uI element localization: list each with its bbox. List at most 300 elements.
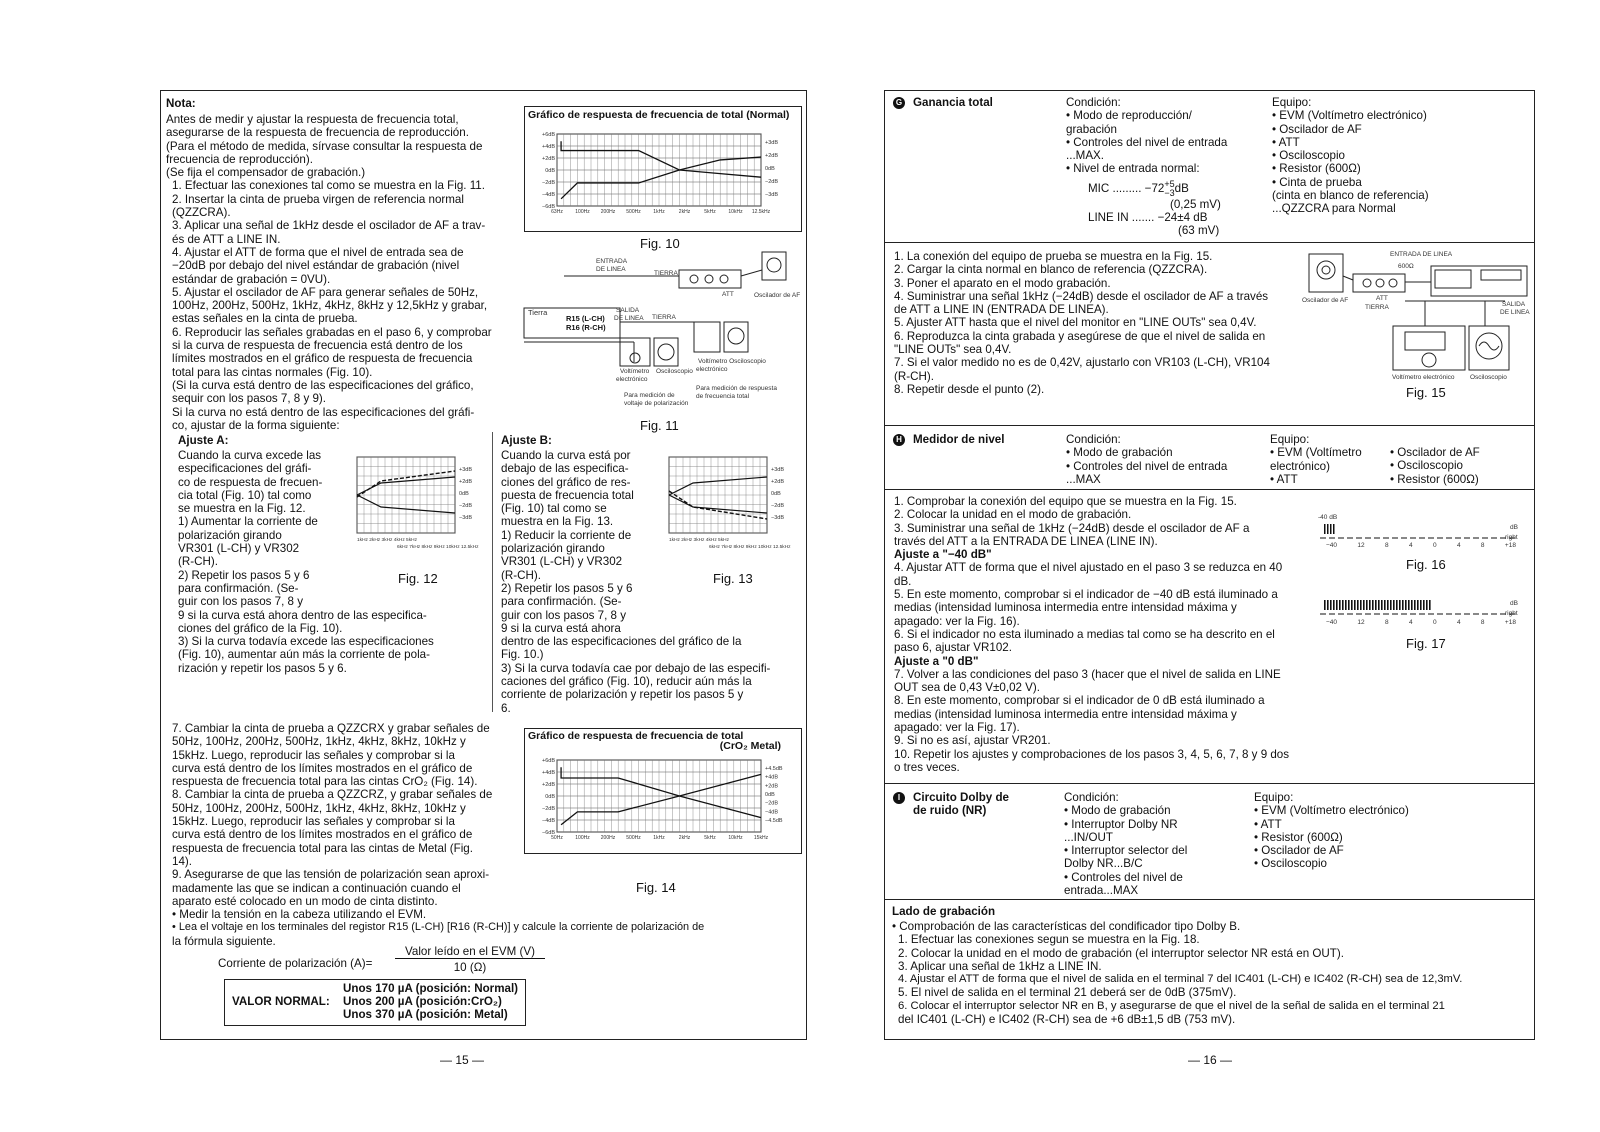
column-divider xyxy=(492,432,493,712)
fig15-att-knob xyxy=(1389,279,1397,287)
right-tick-label: −4.5dB xyxy=(765,818,783,824)
text-line: 7. Cambiar la cinta de prueba a QZZCRX y grabar señales de xyxy=(172,722,490,735)
tick-label: −40 xyxy=(1326,542,1338,549)
text-line: medias (intensidad luminosa intermedia entre intensidad máxima y xyxy=(894,601,1237,615)
fig12-chart xyxy=(355,455,505,565)
x-tick-label: 1kHz 2kHz 3kHz 4kHz 5kHz xyxy=(357,538,417,543)
text-line: grabación xyxy=(1066,122,1117,136)
fig11-elec2: electrónico xyxy=(696,366,728,373)
fig17-bars xyxy=(1324,600,1431,610)
y-tick-label: −6dB xyxy=(542,830,555,836)
fig13-caption: Fig. 13 xyxy=(713,571,753,586)
text-line: Cuando la curva está por xyxy=(501,449,631,462)
ajuste-a-title: Ajuste A: xyxy=(178,434,229,447)
text-line: especificaciones del gráfi- xyxy=(178,462,312,476)
divider xyxy=(884,425,1535,426)
right-tick-label: −3dB xyxy=(459,515,472,521)
fig10-caption: Fig. 10 xyxy=(640,236,680,251)
text-line: co de respuesta de frecuen- xyxy=(178,475,323,489)
text-line: medias (intensidad luminosa intermedia entre intensidad máxima y xyxy=(894,707,1237,721)
fig11-att: ATT xyxy=(722,291,734,298)
text-line: • ATT xyxy=(1270,472,1298,486)
x-tick-label: 200Hz xyxy=(600,209,616,215)
fig11-wire xyxy=(741,270,762,276)
fig14-caption: Fig. 14 xyxy=(636,880,676,895)
right-tick-label: −4dB xyxy=(765,809,778,816)
text-line: 7. Si el valor medido no es de 0,42V, ajustarlo con VR103 (L-CH), VR104 xyxy=(894,356,1270,370)
fig15-volt: Voltímetro electrónico xyxy=(1392,374,1455,381)
meter-bar xyxy=(1351,600,1353,610)
text-line: de ATT a LINE IN (ENTRADA DE LINEA). xyxy=(894,303,1109,317)
text-line: muestra en la Fig. 13. xyxy=(501,515,614,529)
text-line: • EVM (Voltímetro xyxy=(1270,446,1362,460)
fig11-voltmeter-1-dial xyxy=(630,353,640,363)
x-tick-label: 50Hz xyxy=(551,835,563,841)
text-line: estándar de grabación = 0VU). xyxy=(172,272,331,286)
text-line: 1. Efectuar las conexiones tal como se muestra en la Fig. 11. xyxy=(172,179,485,193)
text-line: puesta de frecuencia total xyxy=(501,488,634,502)
mic-sub: −3 xyxy=(1164,188,1175,198)
text-line: OUT sea de 0,43 V±0,02 V). xyxy=(894,681,1040,695)
text-line: 50Hz, 100Hz, 200Hz, 500Hz, 1kHz, 4kHz, 8kHz, 10kHz y xyxy=(172,801,466,815)
text-line: asegurarse de la respuesta de frecuencia de reproducción. xyxy=(166,126,469,140)
y-tick-label: +2dB xyxy=(542,156,555,162)
text-line: és de ATT a LINE IN. xyxy=(172,232,281,246)
fig16-bars xyxy=(1324,524,1335,534)
fig16-m40: -40 dB xyxy=(1318,514,1338,521)
valor-line-metal: Unos 370 µA (posición: Metal) xyxy=(343,1008,508,1021)
section-h-equipment-2 xyxy=(1390,446,1480,486)
x-tick-label: 5kHz xyxy=(704,835,716,841)
text-line: 1. Comprobar la conexión del equipo que se muestra en la Fig. 15. xyxy=(894,495,1237,508)
tick-label: 8 xyxy=(1384,619,1389,626)
right-tick-label: −3dB xyxy=(771,515,784,521)
text-line: madamente las que se indican a continuación cuando el xyxy=(172,881,461,895)
text-line: • Oscilador de AF xyxy=(1390,446,1480,459)
fig15-voltmeter-knob xyxy=(1422,353,1436,367)
fig15-salida: SALIDA xyxy=(1502,301,1526,308)
text-line: 3. Aplicar una señal de 1kHz a LINE IN. xyxy=(898,959,1102,973)
meter-bar xyxy=(1378,600,1380,610)
meter-bar xyxy=(1423,600,1425,610)
x-tick-label: 6kHz 7kHz 8kHz 9kHz 10kHz 12.5kHz xyxy=(397,545,479,550)
meter-bar xyxy=(1402,600,1404,610)
fig12-grid xyxy=(357,457,479,550)
text-line: 9 si la curva está ahora dentro de las especifica- xyxy=(178,608,427,622)
x-tick-label: 10kHz xyxy=(728,835,743,841)
meter-bar xyxy=(1336,600,1338,610)
text-line: 100Hz, 200Hz, 500Hz, 1kHz, 4kHz, 8kHz y 12,5kHz y grabar, xyxy=(172,299,488,313)
text-line: Antes de medir y ajustar la respuesta de frecuencia total, xyxy=(166,113,459,126)
badge-g-icon: G xyxy=(893,97,905,109)
fig15-osc: Oscilador de AF xyxy=(1302,297,1349,304)
fig12-caption: Fig. 12 xyxy=(398,571,438,586)
tick-label: −40 xyxy=(1326,619,1338,626)
section-g-label: Ganancia total xyxy=(913,96,993,109)
text-line: • Controles del nivel de entrada xyxy=(1066,135,1228,149)
fig11-salida: SALIDA xyxy=(616,307,640,314)
text-line: • Resistor (600Ω) xyxy=(1254,830,1343,844)
fig15-tierra: TIERRA xyxy=(1365,304,1389,311)
x-tick-label: 200Hz xyxy=(600,835,616,841)
text-line: • Modo de grabación xyxy=(1066,446,1173,460)
y-tick-label: −4dB xyxy=(542,818,555,824)
fig11-att-box xyxy=(679,270,741,288)
meter-bar xyxy=(1387,600,1389,610)
right-tick-label: +2dB xyxy=(459,479,472,485)
fig11-r16: R16 (R-CH) xyxy=(566,323,606,332)
fig11-entrada: ENTRADA xyxy=(596,258,628,265)
text-line: 9. Si no es así, ajustar VR201. xyxy=(894,734,1051,748)
right-tick-label: −2dB xyxy=(459,503,472,509)
fig11-volt: Voltímetro xyxy=(620,368,650,375)
text-line: curva está dentro de los límites mostrados en el gráfico de xyxy=(172,761,473,775)
fig15-voltmeter xyxy=(1393,326,1465,370)
text-line: 5. Ajustar el oscilador de AF para generar señales de 50Hz, xyxy=(172,285,479,299)
text-line: ciones del gráfico de res- xyxy=(501,475,631,489)
fig15-caption: Fig. 15 xyxy=(1406,385,1446,400)
meter-bar xyxy=(1366,600,1368,610)
lado-title: Lado de grabación xyxy=(892,905,996,918)
text-line: • Modo de grabación xyxy=(1064,804,1171,818)
text-line: Condición: xyxy=(1066,433,1121,446)
formula-lhs: Corriente de polarización (A)= xyxy=(218,957,373,970)
text-line: ...MAX xyxy=(1066,472,1101,486)
text-line: 6. xyxy=(501,701,511,715)
fig11-att-knob xyxy=(705,275,713,283)
fig15-wire xyxy=(1343,276,1353,280)
fig15-oscillator-dial xyxy=(1317,261,1335,279)
meter-bar xyxy=(1375,600,1377,610)
text-line: 4. Suministrar una señal 1kHz (−24dB) desde el oscilador de AF a través xyxy=(894,289,1269,303)
divider xyxy=(884,783,1535,784)
right-tick-label: +2dB xyxy=(765,783,778,790)
text-line: 4. Ajustar el ATT de forma que el nivel de entrada sea de xyxy=(172,245,464,259)
fig11-de-linea: DE LINEA xyxy=(596,266,626,273)
text-line: 1. La conexión del equipo de prueba se muestra en la Fig. 15. xyxy=(894,250,1213,263)
text-line: polarización girando xyxy=(501,542,605,556)
text-line: 5. Ajuster ATT hasta que el nivel del monitor en "LINE OUTs" sea 0,4V. xyxy=(894,316,1257,330)
text-line: • Interruptor selector del xyxy=(1064,844,1188,858)
text-line: • Controles del nivel de xyxy=(1064,870,1183,884)
meter-bar xyxy=(1384,600,1386,610)
text-line: • EVM (Voltímetro electrónico) xyxy=(1272,109,1427,123)
text-line: cia total (Fig. 10) tal como xyxy=(178,488,312,502)
meter-bar xyxy=(1348,600,1350,610)
x-tick-label: 100Hz xyxy=(575,835,590,841)
mic-level xyxy=(1088,180,1189,198)
fig16-ticks xyxy=(1326,542,1516,549)
text-line: 3. Poner el aparato en el modo grabación. xyxy=(894,276,1111,290)
meter-bar xyxy=(1330,600,1332,610)
x-tick-label: 2kHz xyxy=(678,209,691,215)
fig17-right: right xyxy=(1505,610,1518,617)
meter-bar xyxy=(1339,600,1341,610)
fig10-chart xyxy=(525,122,801,232)
y-tick-label: −4dB xyxy=(542,192,555,198)
x-tick-label: 5kHz xyxy=(704,209,716,215)
right-tick-label: +3dB xyxy=(765,140,778,146)
fig15-att: ATT xyxy=(1376,295,1388,302)
right-tick-label: +2dB xyxy=(765,153,778,159)
x-tick-label: 1kHz xyxy=(653,209,665,215)
text-line: Dolby NR...B/C xyxy=(1064,857,1143,871)
x-tick-label: 15kHz xyxy=(753,835,769,841)
text-line: 1. Efectuar las conexiones segun se muestra en la Fig. 18. xyxy=(898,933,1200,947)
text-line: Equipo: xyxy=(1272,96,1312,109)
section-g-equipment xyxy=(1272,96,1429,216)
text-line: co, ajustar de la forma siguiente: xyxy=(172,418,340,432)
meter-bar xyxy=(1357,600,1359,610)
divider xyxy=(884,242,1535,243)
text-line: • Comprobación de las características del condificador tipo Dolby B. xyxy=(892,920,1241,933)
tick-label: 8 xyxy=(1480,619,1485,626)
text-line: debajo de las especifica- xyxy=(501,462,629,476)
meter-bar xyxy=(1399,600,1401,610)
text-line: entrada...MAX xyxy=(1064,884,1139,898)
fig17-caption: Fig. 17 xyxy=(1406,636,1446,651)
tick-label: 12 xyxy=(1357,619,1365,626)
text-line: • Controles del nivel de entrada xyxy=(1066,459,1228,473)
mic-sup: +5 xyxy=(1164,179,1175,189)
text-line: "LINE OUTs" sea 0,4V. xyxy=(894,343,1012,357)
y-tick-label: −6dB xyxy=(542,204,555,210)
fig16-right: right xyxy=(1505,534,1518,541)
text-line: ciones del gráfico de la Fig. 10). xyxy=(178,621,343,635)
meter-bar xyxy=(1381,600,1383,610)
text-line: 7. Volver a las condiciones del paso 3 (hacer que el nivel de salida en LINE xyxy=(894,667,1281,681)
fig16-caption: Fig. 16 xyxy=(1406,557,1446,572)
section-h-conditions xyxy=(1066,433,1227,486)
section-i-title xyxy=(893,791,1009,818)
text-line: −20dB por debajo del nivel estándar de grabación (nivel xyxy=(172,259,460,273)
text-line: 14). xyxy=(172,854,192,868)
right-tick-label: +2dB xyxy=(771,479,784,485)
text-line: (R-CH). xyxy=(501,568,541,582)
x-tick-label: 1kHz xyxy=(653,835,665,841)
meter-bar xyxy=(1363,600,1365,610)
text-line: • Lea el voltaje en los terminales del registor R15 (L-CH) [R16 (R-CH)] y calcule la corriente de polarización de xyxy=(172,921,705,934)
section-g-title xyxy=(893,96,993,109)
text-line: (Para el método de medida, sírvase consultar la respuesta de xyxy=(166,139,483,153)
fig11-volt2: Voltímetro Osciloscopio xyxy=(698,358,766,365)
fig15-diagram xyxy=(1305,246,1533,376)
text-line: Cuando la curva excede las xyxy=(178,449,322,462)
fig14-title-2: (CrO₂ Metal) xyxy=(719,740,781,752)
text-line: respuesta de frecuencia total para las cintas CrO₂ (Fig. 14). xyxy=(172,775,478,789)
text-line: aparato esté colocado en un modo de cinta distinto. xyxy=(172,894,438,908)
y-tick-label: +2dB xyxy=(542,782,555,788)
text-line: 3) Si la curva todavía cae por debajo de las especifi- xyxy=(501,661,771,675)
text-line: 4. Ajustar el ATT de forma que el nivel de salida en el terminal 7 del IC401 (L-CH) e IC402 (R-CH) sea de 12,3mV. xyxy=(898,973,1463,986)
meter-bar xyxy=(1369,600,1371,610)
text-line: guir con los pasos 7, 8 y xyxy=(178,595,304,609)
meter-bar xyxy=(1333,600,1335,610)
text-line: o tres veces. xyxy=(894,760,960,774)
right-tick-label: 0dB xyxy=(765,166,775,172)
right-tick-label: −2dB xyxy=(771,503,784,509)
text-line: 9. Asegurarse de que las tensión de polarización sean aproxi- xyxy=(172,868,490,882)
y-tick-label: −2dB xyxy=(542,180,555,186)
fig15-oscilo: Osciloscopio xyxy=(1470,374,1507,381)
fig11-osc: Osciloscopio xyxy=(656,368,693,375)
fig11-para1: Para medición de xyxy=(624,392,675,399)
tick-label: 8 xyxy=(1480,542,1485,549)
text-line: 1) Aumentar la corriente de xyxy=(178,515,318,529)
badge-h-icon: H xyxy=(893,434,905,446)
tick-label: 0 xyxy=(1432,542,1437,549)
text-line: 6. Si el indicador no esta iluminado a medias tal como se ha descrito en el xyxy=(894,627,1275,641)
text-line: guir con los pasos 7, 8 y xyxy=(501,608,627,622)
x-tick-label: 500Hz xyxy=(626,835,641,841)
text-line: del IC401 (L-CH) e IC402 (R-CH) sea de +6 dB±1,5 dB (753 mV). xyxy=(898,1013,1236,1027)
text-line: ...IN/OUT xyxy=(1064,830,1113,844)
text-line: 8. Repetir desde el punto (2). xyxy=(894,382,1045,396)
valor-line-cro2: Unos 200 µA (posición:CrO₂) xyxy=(343,995,502,1008)
right-tick-label: 0dB xyxy=(459,491,469,497)
text-line: se muestra en la Fig. 12. xyxy=(178,502,306,516)
ajuste-b-title: Ajuste B: xyxy=(501,434,552,447)
y-tick-label: 0dB xyxy=(545,168,555,174)
meter-bar xyxy=(1345,600,1347,610)
x-tick-label: 10kHz xyxy=(728,209,743,215)
fig15-oscilloscope-wave xyxy=(1479,342,1499,350)
right-tick-label: +4dB xyxy=(765,774,778,781)
tick-label: 12 xyxy=(1357,542,1365,549)
section-h-label: Medidor de nivel xyxy=(913,433,1005,446)
text-line: estas señales en la cinta de prueba. xyxy=(172,312,358,326)
right-tick-label: +4.5dB xyxy=(765,766,783,772)
meter-bar xyxy=(1396,600,1398,610)
fig11-elec: electrónico xyxy=(616,376,648,383)
fig11-tierra: TIERRA xyxy=(654,270,678,277)
meter-bar xyxy=(1429,600,1431,610)
fig16-db: dB xyxy=(1510,524,1518,531)
text-line: Condición: xyxy=(1064,791,1119,804)
tick-label: +18 xyxy=(1504,619,1516,626)
y-tick-label: +4dB xyxy=(542,144,555,150)
fig15-oscillator xyxy=(1309,254,1343,292)
text-line: total para las cintas normales (Fig. 10). xyxy=(172,365,373,379)
text-line: curva está dentro de los límites mostrados en el gráfico de xyxy=(172,828,473,842)
text-line: (R-CH). xyxy=(894,369,934,383)
text-line: (Fig. 10) tal como se xyxy=(501,502,607,516)
meter-bar xyxy=(1426,600,1428,610)
page-number-15: — 15 — xyxy=(440,1053,485,1067)
text-line: sequir con los pasos 7, 8 y 9). xyxy=(172,392,327,406)
text-line: • Cinta de prueba xyxy=(1272,175,1362,189)
text-line: 3. Suministrar una señal de 1kHz (−24dB) desde el oscilador de AF a xyxy=(894,521,1250,535)
text-line: VR301 (L-CH) y VR302 xyxy=(178,542,300,556)
text-line: Equipo: xyxy=(1270,433,1310,446)
fig17-db: dB xyxy=(1510,600,1518,607)
text-line: dentro de las especificaciones del gráfico de la xyxy=(501,635,742,649)
right-tick-label: +3dB xyxy=(459,467,472,473)
text-line: para confirmación. (Se- xyxy=(178,581,299,595)
meter-bar xyxy=(1372,600,1374,610)
fig11-caption: Fig. 11 xyxy=(640,418,679,433)
text-line: ...MAX. xyxy=(1066,149,1105,163)
text-line: (R-CH). xyxy=(178,555,218,569)
tick-label: 4 xyxy=(1456,619,1461,626)
text-line: Fig. 10.) xyxy=(501,648,544,662)
y-tick-label: −2dB xyxy=(542,806,555,812)
right-tick-label: 0dB xyxy=(771,491,781,497)
x-tick-label: 500Hz xyxy=(626,209,641,215)
ajuste-40-title: Ajuste a "−40 dB" xyxy=(894,548,992,562)
y-tick-label: +6dB xyxy=(542,132,555,138)
fig11-osc-af: Oscilador de AF xyxy=(754,292,801,299)
text-line: • Medir la tensión en la cabeza utilizando el EVM. xyxy=(172,908,427,922)
meter-bar xyxy=(1342,600,1344,610)
meter-bar xyxy=(1408,600,1410,610)
fig11-para1b: voltaje de polarización xyxy=(624,400,689,407)
x-tick-label: 1kHz 2kHz 3kHz 4kHz 5kHz xyxy=(669,538,729,543)
text-line: 2. Colocar la unidad en el modo de grabación. xyxy=(894,508,1132,522)
meter-bar xyxy=(1411,600,1413,610)
fig11-oscillator-dial xyxy=(767,258,781,272)
fig11-para2b: de frecuencia total xyxy=(696,393,750,400)
text-line: 2. Insertar la cinta de prueba virgen de referencia normal xyxy=(172,192,464,206)
text-line: 2. Cargar la cinta normal en blanco de referencia (QZZCRA). xyxy=(894,263,1208,277)
meter-bar xyxy=(1324,600,1326,610)
text-line: paso 6, ajustar VR102. xyxy=(894,641,1012,655)
text-line: • Resistor (600Ω) xyxy=(1390,472,1479,486)
fig11-r15: R15 (L-CH) xyxy=(566,314,605,323)
ajuste-0-title: Ajuste a "0 dB" xyxy=(894,654,979,668)
tick-label: 4 xyxy=(1408,542,1413,549)
divider xyxy=(884,899,1535,900)
text-line: (Se fija el compensador de grabación.) xyxy=(166,166,366,180)
text-line: (Fig. 10), aumentar aún más la corriente de pola- xyxy=(178,648,430,662)
text-line: 8. En este momento, comprobar si el indicador de 0 dB está iluminado a xyxy=(894,694,1265,708)
fig15-deck-panel xyxy=(1435,270,1471,288)
mic-value: MIC ......... −72 xyxy=(1088,182,1165,196)
fig15-de-linea: DE LINEA xyxy=(1500,309,1530,316)
text-line: • Osciloscopio xyxy=(1390,459,1464,473)
text-line: (Si la curva está dentro de las especificaciones del gráfico, xyxy=(172,378,474,392)
badge-i-icon: I xyxy=(893,792,905,804)
text-line: apagado: ver la Fig. 16). xyxy=(894,614,1020,628)
tick-label: 0 xyxy=(1432,619,1437,626)
fig15-deck-display xyxy=(1481,270,1521,280)
fig14-chart xyxy=(525,754,801,854)
text-line: 50Hz, 100Hz, 200Hz, 500Hz, 1kHz, 4kHz, 8kHz, 10kHz y xyxy=(172,735,466,749)
text-line: rización y repetir los pasos 5 y 6. xyxy=(178,661,347,675)
text-line: 8. Cambiar la cinta de prueba a QZZCRZ, y grabar señales de xyxy=(172,788,493,802)
text-line: 2) Repetir los pasos 5 y 6 xyxy=(501,581,633,595)
text-line: • Interruptor Dolby NR xyxy=(1064,817,1178,831)
y-tick-label: +4dB xyxy=(542,770,555,776)
text-line: 10. Repetir los ajustes y comprobaciones de los pasos 3, 4, 5, 6, 7, 8 y 9 dos xyxy=(894,747,1290,761)
text-line: 5. El nivel de salida en el terminal 21 deberá ser de 0dB (375mV). xyxy=(898,986,1237,1000)
meter-bar xyxy=(1405,600,1407,610)
line-in-level: LINE IN ....... −24±4 dB xyxy=(1088,211,1208,224)
text-line: 9 si la curva está ahora xyxy=(501,621,621,635)
fig13-chart xyxy=(667,455,817,565)
text-line: límites mostrados en el gráfico de respuesta de frecuencia xyxy=(172,352,473,366)
text-line: 4. Ajustar ATT de forma que el nivel ajustado en el paso 3 se reduzca en 40 xyxy=(894,561,1283,575)
fig11-para2: Para medición de respuesta xyxy=(696,385,777,392)
text-line: • ATT xyxy=(1272,135,1300,149)
fig11-voltmeter-2 xyxy=(694,322,720,352)
tick-label: 8 xyxy=(1384,542,1389,549)
section-i-label-2: de ruido (NR) xyxy=(913,804,987,818)
line-in-mv: (63 mV) xyxy=(1178,224,1220,237)
meter-bar xyxy=(1393,600,1395,610)
text-line: electrónico) xyxy=(1270,459,1330,473)
text-line: • Oscilador de AF xyxy=(1254,844,1344,858)
